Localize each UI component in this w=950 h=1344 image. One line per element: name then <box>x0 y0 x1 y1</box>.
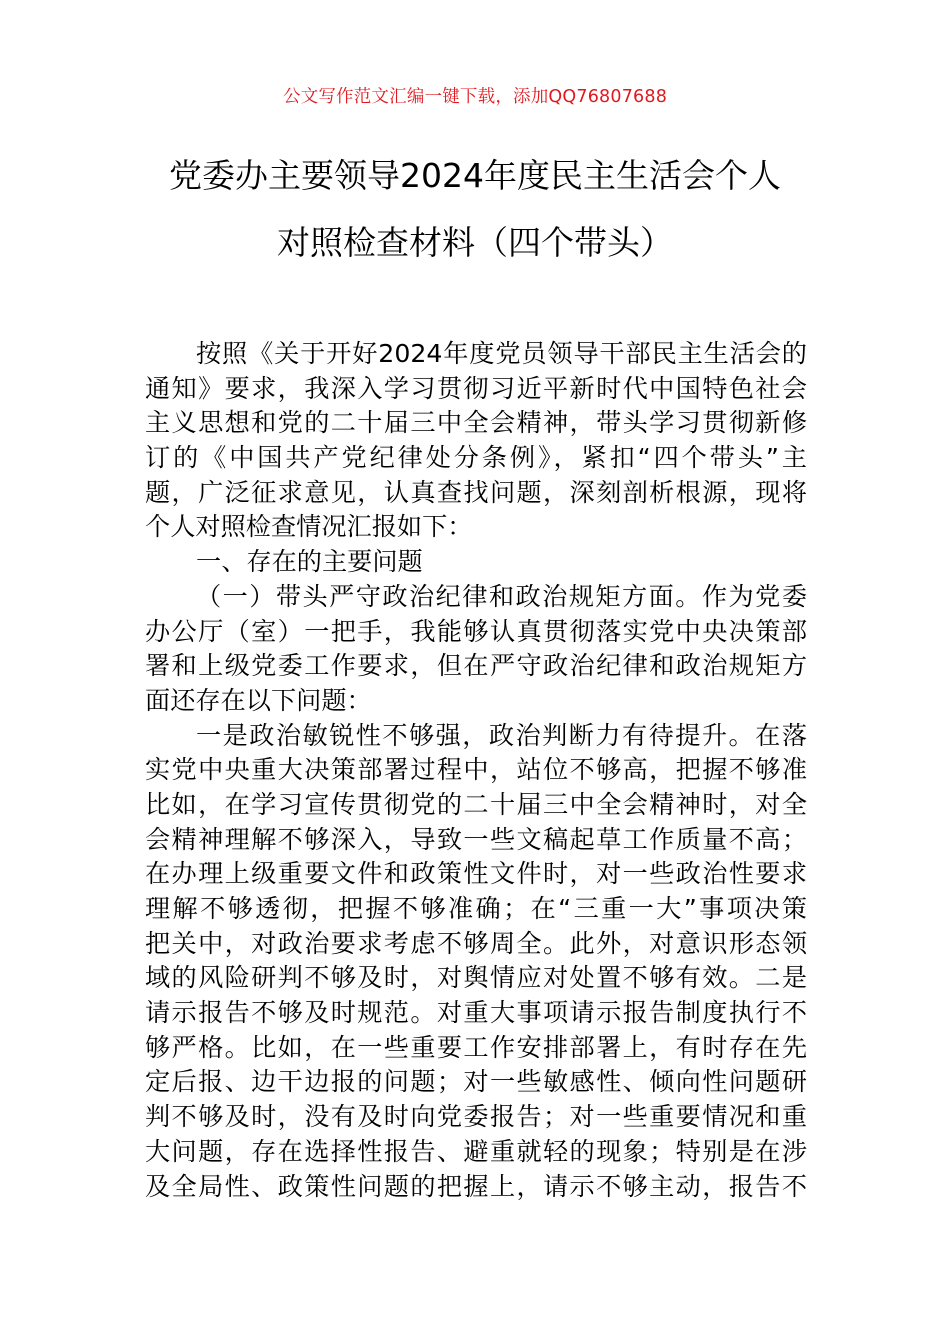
paragraph-line: 在办理上级重要文件和政策性文件时，对一些政治性要求 <box>145 859 807 889</box>
paragraph-line: 按照《关于开好2024年度党员领导干部民主生活会的 <box>196 339 807 368</box>
paragraph-line: 比如，在学习宣传贯彻党的二十届三中全会精神时，对全 <box>145 789 807 819</box>
paragraph-line: 及全局性、政策性问题的把握上，请示不够主动，报告不 <box>145 1171 807 1201</box>
paragraph-line: 办公厅（室）一把手，我能够认真贯彻落实党中央决策部 <box>145 616 807 646</box>
download-banner: 公文写作范文汇编一键下载，添加QQ76807688 <box>282 87 668 107</box>
paragraph-line: 判不够及时，没有及时向党委报告；对一些重要情况和重 <box>145 1102 807 1132</box>
paragraph-line: 主义思想和党的二十届三中全会精神，带头学习贯彻新修 <box>145 408 807 438</box>
paragraph-line: 会精神理解不够深入，导致一些文稿起草工作质量不高； <box>145 824 807 854</box>
paragraph-line: 域的风险研判不够及时，对舆情应对处置不够有效。二是 <box>145 963 807 993</box>
document-title-line-2: 对照检查材料（四个带头） <box>277 223 673 262</box>
paragraph-line: 实党中央重大决策部署过程中，站位不够高，把握不够准 <box>145 755 807 785</box>
paragraph-line: 通知》要求，我深入学习贯彻习近平新时代中国特色社会 <box>145 373 807 403</box>
paragraph-line: 够严格。比如，在一些重要工作安排部署上，有时存在先 <box>145 1032 807 1062</box>
paragraph-line: 理解不够透彻，把握不够准确；在“三重一大”事项决策 <box>145 894 807 923</box>
paragraph-line: 大问题，存在选择性报告、避重就轻的现象；特别是在涉 <box>145 1136 807 1166</box>
paragraph-line: 个人对照检查情况汇报如下： <box>145 512 473 542</box>
paragraph-line: 订的《中国共产党纪律处分条例》，紧扣“四个带头”主 <box>145 443 807 473</box>
section-heading: 一、存在的主要问题 <box>196 547 423 577</box>
paragraph-line: 题，广泛征求意见，认真查找问题，深刻剖析根源，现将 <box>145 477 807 507</box>
paragraph-line: 署和上级党委工作要求，但在严守政治纪律和政治规矩方 <box>145 651 807 681</box>
paragraph-line: 定后报、边干边报的问题；对一些敏感性、倾向性问题研 <box>145 1067 807 1097</box>
paragraph-line: 一是政治敏锐性不够强，政治判断力有待提升。在落 <box>196 720 807 750</box>
document-title-line-1: 党委办主要领导2024年度民主生活会个人 <box>169 156 781 195</box>
paragraph-line: 请示报告不够及时规范。对重大事项请示报告制度执行不 <box>145 998 807 1028</box>
document-body <box>145 337 807 1204</box>
paragraph-line: 把关中，对政治要求考虑不够周全。此外，对意识形态领 <box>145 928 807 958</box>
subsection-heading-line: （一）带头严守政治纪律和政治规矩方面。作为党委 <box>196 581 807 611</box>
paragraph-line: 面还存在以下问题： <box>145 685 372 715</box>
